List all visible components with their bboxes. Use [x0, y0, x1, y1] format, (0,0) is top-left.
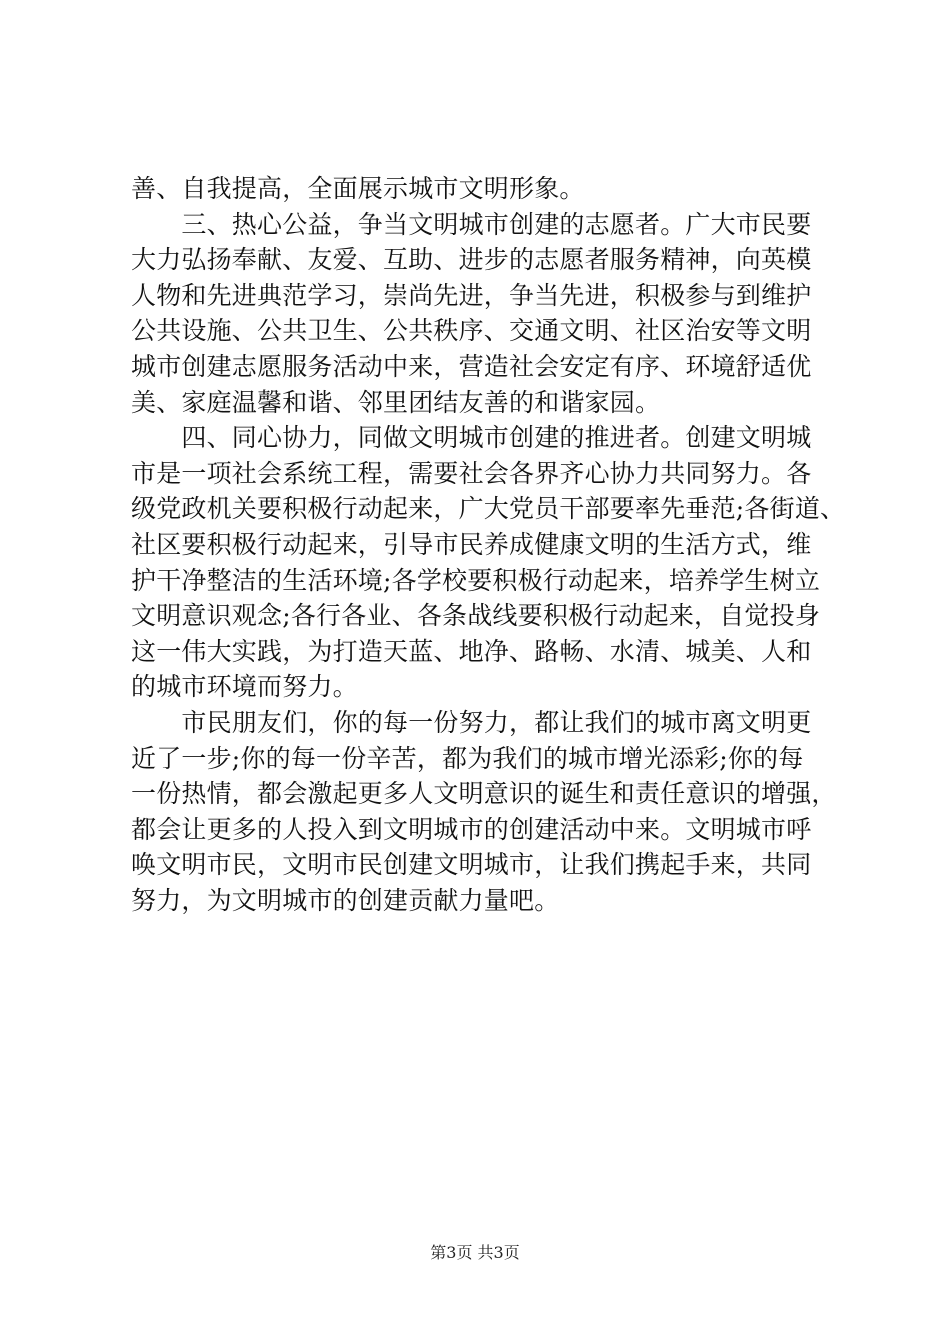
text-line: 一份热情，都会激起更多人文明意识的诞生和责任意识的增强，: [131, 779, 837, 809]
text-line: 公共设施、公共卫生、公共秩序、交通文明、社区治安等文明: [131, 316, 812, 346]
text-line: 这一伟大实践，为打造天蓝、地净、路畅、水清、城美、人和: [131, 636, 812, 666]
document-body: [131, 171, 846, 918]
text-line: 三、热心公益，争当文明城市创建的志愿者。广大市民要: [131, 209, 812, 239]
text-line: 四、同心协力，同做文明城市创建的推进者。创建文明城: [131, 423, 812, 453]
text-line: 级党政机关要积极行动起来，广大党员干部要率先垂范;各街道、: [131, 494, 846, 524]
text-line: 人物和先进典范学习，崇尚先进，争当先进，积极参与到维护: [131, 280, 812, 310]
text-line: 护干净整洁的生活环境;各学校要积极行动起来，培养学生树立: [131, 565, 821, 595]
text-line: 唤文明市民，文明市民创建文明城市，让我们携起手来，共同: [131, 850, 812, 880]
text-line: 大力弘扬奉献、友爱、互助、进步的志愿者服务精神，向英模: [131, 245, 812, 275]
text-line: 都会让更多的人投入到文明城市的创建活动中来。文明城市呼: [131, 814, 812, 844]
text-line: 市是一项社会系统工程，需要社会各界齐心协力共同努力。各: [131, 458, 812, 488]
text-line: 社区要积极行动起来，引导市民养成健康文明的生活方式，维: [131, 529, 812, 559]
text-line: 近了一步;你的每一份辛苦，都为我们的城市增光添彩;你的每: [131, 743, 804, 773]
text-line: 城市创建志愿服务活动中来，营造社会安定有序、环境舒适优: [131, 351, 812, 381]
text-line: 的城市环境而努力。: [131, 672, 358, 702]
text-line: 文明意识观念;各行各业、各条战线要积极行动起来，自觉投身: [131, 601, 821, 631]
text-line: 善、自我提高，全面展示城市文明形象。: [131, 174, 585, 203]
page-number-footer: 第3页 共3页: [430, 1243, 520, 1262]
text-line: 努力，为文明城市的创建贡献力量吧。: [131, 885, 560, 915]
text-line: 市民朋友们，你的每一份努力，都让我们的城市离文明更: [131, 707, 812, 737]
text-line: 美、家庭温馨和谐、邻里团结友善的和谐家园。: [131, 387, 661, 417]
